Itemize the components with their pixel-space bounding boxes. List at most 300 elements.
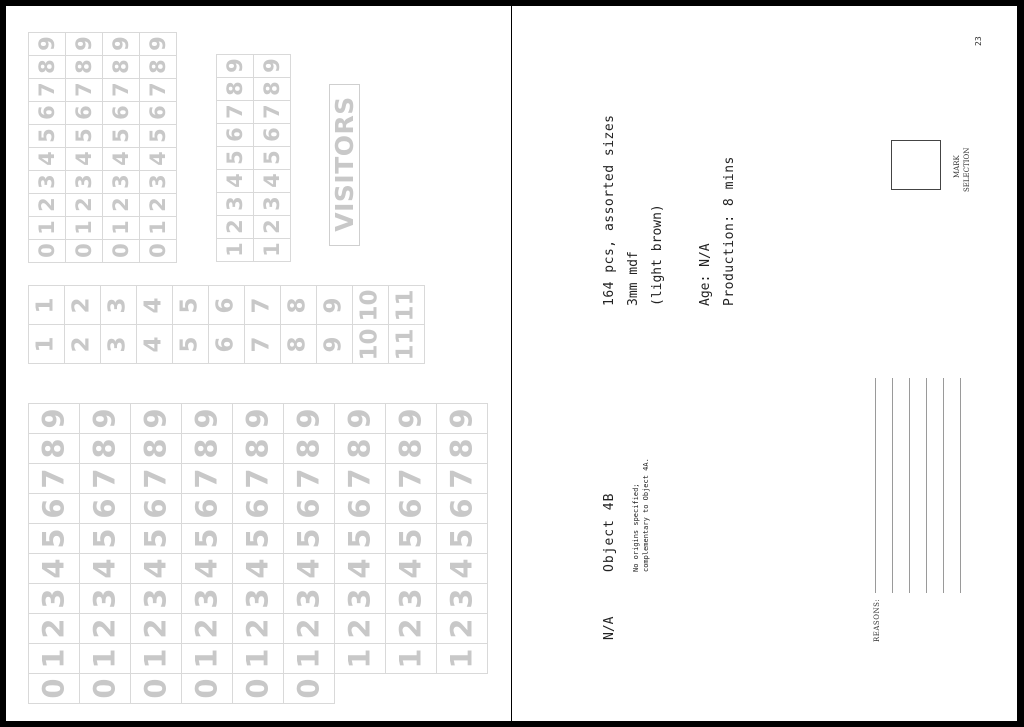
grid-cell — [335, 584, 386, 614]
grid-cell — [80, 494, 131, 524]
grid-cell — [101, 286, 137, 325]
digit: 4 — [444, 558, 479, 579]
digit: 8 — [71, 59, 96, 74]
grid-cell — [209, 325, 245, 364]
grid-cell — [29, 494, 80, 524]
grid-cell — [284, 524, 335, 554]
digit: 2 — [189, 618, 224, 639]
grid-cell — [29, 171, 66, 194]
grid-cell — [217, 101, 254, 124]
grid-cell — [140, 194, 177, 217]
digit: 4 — [222, 173, 247, 188]
grid-cell — [140, 148, 177, 171]
digit: 1 — [291, 648, 326, 669]
digit: 6 — [34, 105, 59, 120]
number: 10 — [356, 327, 383, 361]
grid-cell — [233, 614, 284, 644]
grid-cell — [66, 102, 103, 125]
visitors-sign-text: VISITORS — [330, 96, 359, 232]
grid-cell — [137, 325, 173, 364]
grid-cell — [233, 674, 284, 704]
digit: 1 — [34, 220, 59, 235]
grid-cell — [140, 56, 177, 79]
grid-cell — [217, 170, 254, 193]
digit: 2 — [259, 219, 284, 234]
grid-cell — [80, 434, 131, 464]
grid-cell — [140, 102, 177, 125]
number: 5 — [176, 296, 203, 314]
grid-cell — [182, 644, 233, 674]
empty-cell — [335, 674, 386, 704]
grid-cell — [437, 464, 488, 494]
grid-cell — [437, 614, 488, 644]
digit: 1 — [71, 220, 96, 235]
grid-cell — [137, 286, 173, 325]
digit: 3 — [36, 588, 71, 609]
digit: 7 — [189, 468, 224, 489]
digit: 1 — [145, 220, 170, 235]
grid-cell — [29, 644, 80, 674]
mark-selection-checkbox[interactable] — [891, 140, 941, 190]
grid-cell — [140, 217, 177, 240]
digit: 6 — [71, 105, 96, 120]
grid-cell — [437, 434, 488, 464]
digit: 0 — [108, 243, 133, 258]
grid-cell — [103, 171, 140, 194]
number: 11 — [392, 327, 419, 361]
grid-cell — [182, 614, 233, 644]
digit: 5 — [393, 528, 428, 549]
digit: 5 — [291, 528, 326, 549]
grid-cell — [140, 171, 177, 194]
digit: 5 — [34, 128, 59, 143]
digit: 8 — [34, 59, 59, 74]
grid-cell — [389, 286, 425, 325]
grid-cell — [386, 404, 437, 434]
digit: 3 — [393, 588, 428, 609]
grid-cell — [182, 524, 233, 554]
grid-cell — [66, 194, 103, 217]
grid-cell — [217, 216, 254, 239]
digit: 1 — [189, 648, 224, 669]
digit: 9 — [36, 408, 71, 429]
grid-cell — [182, 584, 233, 614]
grid-cell — [131, 524, 182, 554]
digit: 8 — [87, 438, 122, 459]
grid-cell — [233, 524, 284, 554]
digit: 6 — [108, 105, 133, 120]
number: 8 — [284, 296, 311, 314]
right-page — [512, 6, 1017, 721]
grid-cell — [386, 494, 437, 524]
grid-cell — [131, 554, 182, 584]
digit-sheet-d — [28, 403, 488, 704]
digit: 7 — [87, 468, 122, 489]
digit: 5 — [222, 150, 247, 165]
digit: 1 — [138, 648, 173, 669]
digit: 6 — [393, 498, 428, 519]
grid-cell — [66, 33, 103, 56]
digit: 3 — [145, 174, 170, 189]
grid-cell — [101, 325, 137, 364]
digit: 1 — [222, 242, 247, 257]
grid-cell — [335, 554, 386, 584]
grid-cell — [284, 464, 335, 494]
grid-cell — [254, 193, 291, 216]
grid-cell — [284, 494, 335, 524]
grid-cell — [131, 674, 182, 704]
digit: 0 — [34, 243, 59, 258]
grid-cell — [386, 434, 437, 464]
digit: 4 — [138, 558, 173, 579]
production-time: Production: 8 mins — [722, 156, 737, 306]
digit: 8 — [240, 438, 275, 459]
digit: 2 — [222, 219, 247, 234]
digit: 7 — [444, 468, 479, 489]
digit: 6 — [444, 498, 479, 519]
grid-cell — [335, 464, 386, 494]
grid-cell — [131, 434, 182, 464]
grid-cell — [131, 494, 182, 524]
digit: 9 — [71, 36, 96, 51]
digit: 3 — [108, 174, 133, 189]
digit: 1 — [36, 648, 71, 669]
number: 2 — [68, 296, 95, 314]
grid-cell — [140, 240, 177, 263]
grid-cell — [80, 614, 131, 644]
grid-cell — [217, 147, 254, 170]
digit: 8 — [36, 438, 71, 459]
page-number: 23 — [974, 36, 983, 46]
grid-cell — [284, 404, 335, 434]
digit: 3 — [138, 588, 173, 609]
digit: 3 — [34, 174, 59, 189]
reason-line[interactable] — [960, 378, 961, 593]
digit: 9 — [189, 408, 224, 429]
grid-cell — [80, 524, 131, 554]
grid-cell — [29, 434, 80, 464]
grid-cell — [131, 584, 182, 614]
number: 8 — [284, 335, 311, 353]
digit: 0 — [240, 678, 275, 699]
grid-cell — [254, 124, 291, 147]
grid-cell — [386, 524, 437, 554]
grid-cell — [335, 434, 386, 464]
grid-cell — [281, 325, 317, 364]
grid-cell — [254, 78, 291, 101]
number: 9 — [320, 296, 347, 314]
grid-cell — [103, 56, 140, 79]
grid-cell — [254, 216, 291, 239]
grid-cell — [284, 584, 335, 614]
material-color: (light brown) — [650, 204, 665, 306]
digit: 5 — [259, 150, 284, 165]
number: 4 — [140, 335, 167, 353]
grid-cell — [233, 554, 284, 584]
grid-cell — [173, 325, 209, 364]
digit: 2 — [138, 618, 173, 639]
digit: 6 — [342, 498, 377, 519]
grid-cell — [65, 325, 101, 364]
grid-cell — [386, 644, 437, 674]
digit: 9 — [145, 36, 170, 51]
grid-cell — [66, 171, 103, 194]
number: 7 — [248, 335, 275, 353]
digit: 6 — [291, 498, 326, 519]
digit: 6 — [36, 498, 71, 519]
grid-cell — [103, 79, 140, 102]
number: 7 — [248, 296, 275, 314]
digit: 9 — [87, 408, 122, 429]
grid-cell — [281, 286, 317, 325]
grid-cell — [217, 193, 254, 216]
grid-cell — [131, 614, 182, 644]
digit: 9 — [444, 408, 479, 429]
grid-cell — [140, 125, 177, 148]
digit: 9 — [291, 408, 326, 429]
number: 9 — [320, 335, 347, 353]
digit: 3 — [87, 588, 122, 609]
digit: 8 — [259, 81, 284, 96]
grid-cell — [103, 194, 140, 217]
grid-cell — [437, 404, 488, 434]
grid-cell — [29, 554, 80, 584]
number: 1 — [32, 335, 59, 353]
digit: 5 — [71, 128, 96, 143]
grid-cell — [254, 170, 291, 193]
digit: 3 — [240, 588, 275, 609]
grid-cell — [284, 644, 335, 674]
grid-cell — [80, 554, 131, 584]
grid-cell — [80, 584, 131, 614]
grid-cell — [284, 434, 335, 464]
number: 6 — [212, 335, 239, 353]
grid-cell — [437, 554, 488, 584]
grid-cell — [29, 125, 66, 148]
digit: 4 — [36, 558, 71, 579]
grid-cell — [437, 524, 488, 554]
digit: 9 — [222, 58, 247, 73]
grid-cell — [217, 124, 254, 147]
grid-cell — [233, 644, 284, 674]
digit: 3 — [444, 588, 479, 609]
grid-cell — [29, 404, 80, 434]
digit: 5 — [444, 528, 479, 549]
grid-cell — [29, 56, 66, 79]
digit: 8 — [444, 438, 479, 459]
grid-cell — [389, 325, 425, 364]
number: 3 — [104, 335, 131, 353]
digit: 4 — [145, 151, 170, 166]
digit: 2 — [87, 618, 122, 639]
digit: 3 — [71, 174, 96, 189]
grid-cell — [182, 554, 233, 584]
grid-cell — [254, 55, 291, 78]
digit: 9 — [34, 36, 59, 51]
left-page — [6, 6, 511, 721]
digit: 0 — [71, 243, 96, 258]
digit: 1 — [393, 648, 428, 669]
digit: 2 — [342, 618, 377, 639]
grid-cell — [29, 524, 80, 554]
reason-line[interactable] — [909, 378, 910, 593]
grid-cell — [386, 584, 437, 614]
grid-cell — [66, 79, 103, 102]
number: 5 — [176, 335, 203, 353]
digit: 7 — [291, 468, 326, 489]
grid-cell — [233, 464, 284, 494]
number: 6 — [212, 296, 239, 314]
digit: 6 — [240, 498, 275, 519]
digit: 0 — [291, 678, 326, 699]
digit: 2 — [34, 197, 59, 212]
grid-cell — [182, 434, 233, 464]
digit: 7 — [36, 468, 71, 489]
digit: 5 — [189, 528, 224, 549]
digit: 8 — [222, 81, 247, 96]
grid-cell — [80, 464, 131, 494]
digit: 4 — [71, 151, 96, 166]
digit: 2 — [36, 618, 71, 639]
grid-cell — [66, 217, 103, 240]
digit: 2 — [393, 618, 428, 639]
digit: 3 — [342, 588, 377, 609]
digit: 2 — [444, 618, 479, 639]
visitors-sign — [329, 84, 360, 246]
digit: 4 — [240, 558, 275, 579]
grid-cell — [335, 614, 386, 644]
grid-cell — [335, 524, 386, 554]
reason-line[interactable] — [926, 378, 927, 593]
digit: 2 — [108, 197, 133, 212]
digit: 8 — [108, 59, 133, 74]
digit: 7 — [259, 104, 284, 119]
number: 2 — [68, 335, 95, 353]
grid-cell — [386, 614, 437, 644]
empty-cell — [437, 674, 488, 704]
digit: 7 — [108, 82, 133, 97]
object-note-line2: complementary to Object 4A. — [642, 458, 650, 572]
grid-cell — [131, 464, 182, 494]
grid-cell — [66, 148, 103, 171]
grid-cell — [233, 494, 284, 524]
grid-cell — [173, 286, 209, 325]
grid-cell — [29, 148, 66, 171]
grid-cell — [103, 240, 140, 263]
grid-cell — [66, 56, 103, 79]
grid-cell — [140, 79, 177, 102]
grid-cell — [29, 464, 80, 494]
grid-cell — [335, 494, 386, 524]
digit: 9 — [342, 408, 377, 429]
digit: 8 — [342, 438, 377, 459]
digit: 7 — [222, 104, 247, 119]
digit: 8 — [393, 438, 428, 459]
grid-cell — [209, 286, 245, 325]
digit: 4 — [342, 558, 377, 579]
number: 11 — [392, 288, 419, 322]
digit: 7 — [240, 468, 275, 489]
digit: 5 — [87, 528, 122, 549]
digit: 1 — [444, 648, 479, 669]
grid-cell — [335, 644, 386, 674]
grid-cell — [103, 125, 140, 148]
digit: 6 — [145, 105, 170, 120]
digit: 9 — [240, 408, 275, 429]
grid-cell — [80, 674, 131, 704]
digit: 3 — [189, 588, 224, 609]
grid-cell — [353, 325, 389, 364]
digit: 4 — [259, 173, 284, 188]
grid-cell — [29, 674, 80, 704]
digit: 7 — [342, 468, 377, 489]
grid-cell — [233, 434, 284, 464]
grid-cell — [245, 286, 281, 325]
digit: 8 — [189, 438, 224, 459]
digit: 0 — [138, 678, 173, 699]
digit: 5 — [145, 128, 170, 143]
digit: 5 — [240, 528, 275, 549]
grid-cell — [437, 584, 488, 614]
digit: 8 — [138, 438, 173, 459]
grid-cell — [103, 217, 140, 240]
grid-cell — [386, 554, 437, 584]
digit: 4 — [189, 558, 224, 579]
grid-cell — [182, 464, 233, 494]
digit: 3 — [291, 588, 326, 609]
grid-cell — [80, 404, 131, 434]
grid-cell — [233, 584, 284, 614]
digit: 8 — [291, 438, 326, 459]
grid-cell — [284, 614, 335, 644]
grid-cell — [317, 286, 353, 325]
digit: 2 — [145, 197, 170, 212]
digit-sheet-a — [28, 32, 177, 263]
grid-cell — [29, 79, 66, 102]
grid-cell — [254, 147, 291, 170]
origin-value: N/A — [602, 616, 617, 640]
grid-cell — [29, 286, 65, 325]
grid-cell — [182, 674, 233, 704]
digit: 2 — [71, 197, 96, 212]
grid-cell — [254, 101, 291, 124]
number: 3 — [104, 296, 131, 314]
reason-line[interactable] — [943, 378, 944, 593]
number: 4 — [140, 296, 167, 314]
grid-cell — [80, 644, 131, 674]
digit: 3 — [222, 196, 247, 211]
grid-cell — [29, 217, 66, 240]
digit: 0 — [87, 678, 122, 699]
mark-label-line2: SELECTION — [963, 147, 971, 192]
digit: 5 — [36, 528, 71, 549]
reason-line[interactable] — [875, 378, 876, 593]
grid-cell — [437, 644, 488, 674]
grid-cell — [437, 494, 488, 524]
digit: 7 — [71, 82, 96, 97]
digit: 4 — [393, 558, 428, 579]
grid-cell — [29, 102, 66, 125]
digit: 9 — [259, 58, 284, 73]
grid-cell — [66, 240, 103, 263]
grid-cell — [140, 33, 177, 56]
mark-label-line1: MARK — [953, 155, 961, 178]
grid-cell — [353, 286, 389, 325]
reason-line[interactable] — [892, 378, 893, 593]
grid-cell — [233, 404, 284, 434]
pieces-count: 164 pcs, assorted sizes — [602, 114, 617, 306]
grid-cell — [29, 584, 80, 614]
